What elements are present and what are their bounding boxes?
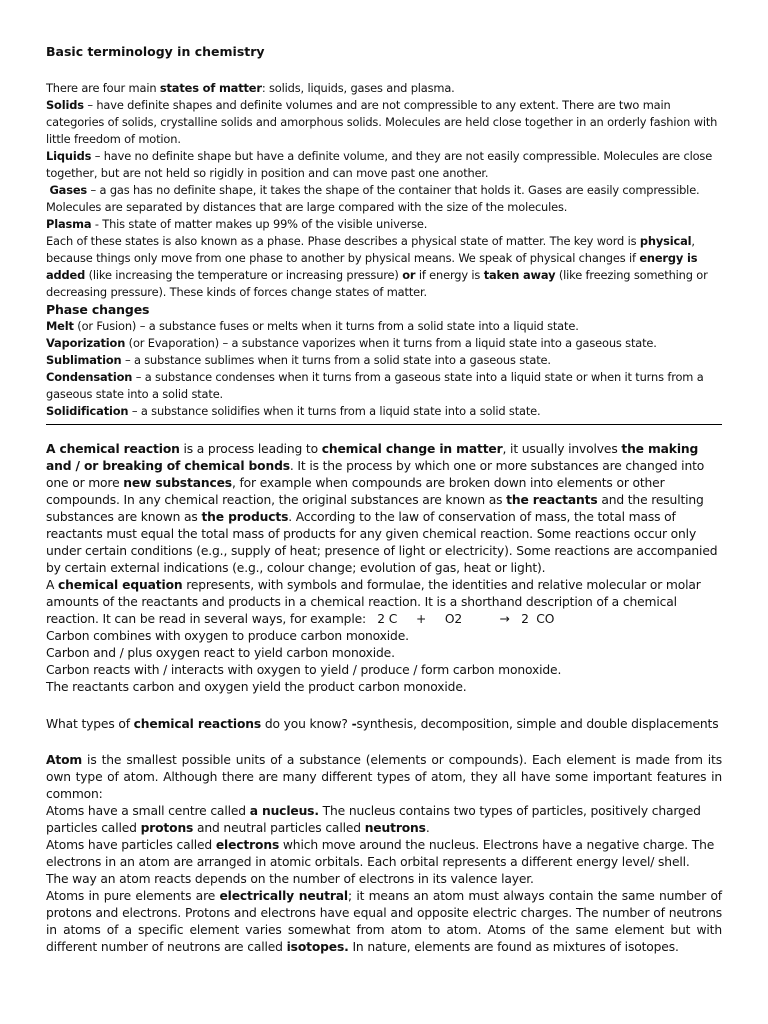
phase-paragraph: Each of these states is also known as a phase. Phase describes a physical state of matter. The key word is physical, because things only move from one phase to another by physical means. We speak of physical changes if energy is added (like increasing the temperature or increasing pressure) or if energy is taken away (like freezing something or decreasing pressure). These kinds of forces change states of matter.: [46, 234, 708, 299]
solids-definition: Solids – have definite shapes and definite volumes and are not compressible to any extent. There are two main categories of solids, crystalline solids and amorphous solids. Molecules are held close together in an orderly fashion with little freedom of motion.: [46, 98, 718, 146]
chemical-reaction-section: [46, 441, 722, 696]
vaporization-definition: Vaporization (or Evaporation) – a substance vaporizes when it turns from a liquid state into a gaseous state.: [46, 336, 657, 350]
equation-reading-1: Carbon combines with oxygen to produce carbon monoxide.: [46, 629, 409, 643]
equation-reading-4: The reactants carbon and oxygen yield the product carbon monoxide.: [46, 680, 467, 694]
atom-definition: Atom is the smallest possible units of a substance (elements or compounds). Each element is made from its own type of atom. Although there are many different types of atom, they all have some important features in common:: [46, 753, 722, 801]
electrons-paragraph: Atoms have particles called electrons which move around the nucleus. Electrons have a negative charge. The electrons in an atom are arranged in atomic orbitals. Each orbital represents a different energy level/ shell.: [46, 838, 715, 869]
plasma-definition: Plasma - This state of matter makes up 99% of the visible universe.: [46, 217, 428, 231]
chemical-reaction-paragraph: A chemical reaction is a process leading to chemical change in matter, it usually involves the making and / or breaking of chemical bonds. It is the process by which one or more substances are changed into one or more new substances, for example when compounds are broken down into elements or other compounds. In any chemical reaction, the original substances are known as the reactants and the resulting substances are known as the products. According to the law of conservation of mass, the total mass of reactants must equal the total mass of products for any given chemical reaction. Some reactions occur only under certain conditions (e.g., supply of heat; presence of light or electricity). Some reactions are accompanied by certain external indications (e.g., colour change; evolution of gas, heat or light).: [46, 442, 718, 575]
equation-reading-3: Carbon reacts with / interacts with oxygen to yield / produce / form carbon monoxide.: [46, 663, 562, 677]
melt-definition: Melt (or Fusion) – a substance fuses or melts when it turns from a solid state into a liquid state.: [46, 319, 579, 333]
condensation-definition: Condensation – a substance condenses when it turns from a gaseous state into a liquid state or when it turns from a gaseous state into a solid state.: [46, 370, 704, 401]
phase-changes-heading: Phase changes: [46, 302, 150, 317]
reaction-types-question: What types of chemical reactions do you know? -synthesis, decomposition, simple and double displacements: [46, 717, 719, 731]
gases-definition: Gases – a gas has no definite shape, it takes the shape of the container that holds it. Gases are easily compressible. Molecules are separated by distances that are large compared with the size of the molecules.: [46, 183, 700, 214]
reaction-types-section: [46, 716, 722, 733]
sublimation-definition: Sublimation – a substance sublimes when it turns from a solid state into a gaseous state.: [46, 353, 551, 367]
document-title: Basic terminology in chemistry: [46, 44, 265, 59]
equation-formula: 2 C + O2 → 2 CO: [377, 612, 555, 626]
equation-reading-2: Carbon and / plus oxygen react to yield carbon monoxide.: [46, 646, 395, 660]
states-intro: There are four main states of matter: solids, liquids, gases and plasma.: [46, 81, 455, 95]
section-divider: [46, 424, 722, 425]
neutral-atoms-paragraph: Atoms in pure elements are electrically neutral; it means an atom must always contain the same number of protons and electrons. Protons and electrons have equal and opposite electric charges. The number of neutrons in atoms of a specific element varies somewhat from atom to atom. Atoms of the same element but with different number of neutrons are called isotopes. In nature, elements are found as mixtures of isotopes.: [46, 889, 722, 954]
liquids-definition: Liquids – have no definite shape but have a definite volume, and they are not easily compressible. Molecules are close together, but are not held so rigidly in position and can move past one another.: [46, 149, 713, 180]
valence-paragraph: The way an atom reacts depends on the number of electrons in its valence layer.: [46, 872, 534, 886]
solidification-definition: Solidification – a substance solidifies when it turns from a liquid state into a solid state.: [46, 404, 541, 418]
chemical-equation-paragraph: A chemical equation represents, with symbols and formulae, the identities and relative molecular or molar amounts of the reactants and products in a chemical reaction. It is a shorthand description of a chemical reaction. It can be read in several ways, for example: 2 C + O2 → 2 CO: [46, 578, 701, 626]
nucleus-paragraph: Atoms have a small centre called a nucleus. The nucleus contains two types of particles, positively charged particles called protons and neutral particles called neutrons.: [46, 804, 701, 835]
states-of-matter-section: [46, 80, 722, 420]
atom-section: [46, 752, 722, 956]
